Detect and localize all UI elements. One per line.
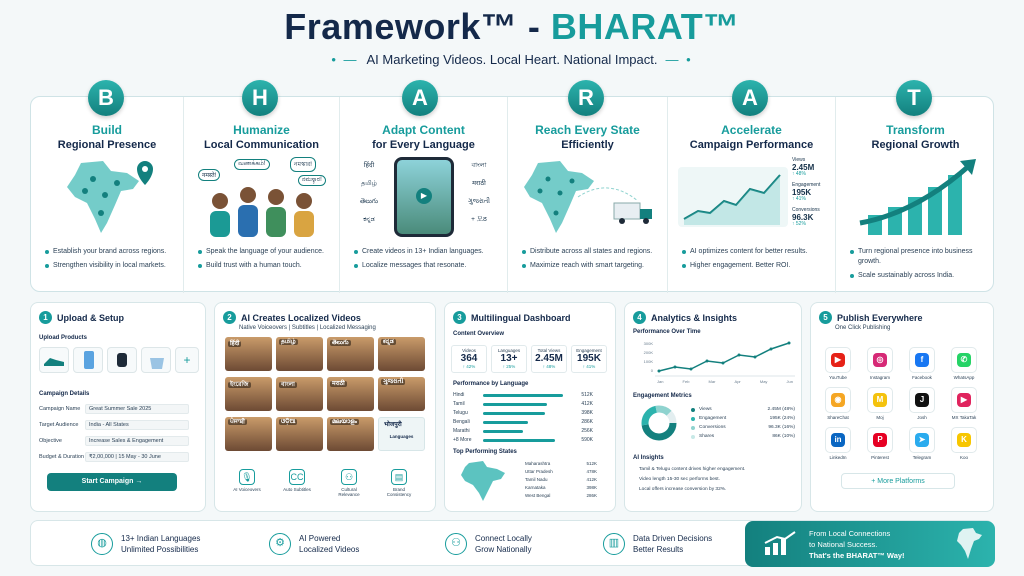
ai-insights-list: Tamil & Telugu content drives higher engagement. Video length 15-30 sec performs best. Local offers increase conversion by 32%.	[639, 467, 746, 492]
phone-screen	[394, 157, 454, 237]
language-bar	[483, 421, 528, 424]
letter-badge: B	[88, 80, 124, 116]
budget-duration-field[interactable]: ₹2,00,000 | 15 May - 30 June	[85, 452, 189, 462]
step-title: Analytics & Insights	[651, 312, 738, 323]
y-tick: 300K	[643, 341, 653, 346]
more-languages-label: Languages	[389, 434, 414, 439]
more-platforms-button[interactable]: + More Platforms	[841, 473, 955, 489]
legend-dot	[691, 426, 695, 430]
stage-title: Adapt Content	[382, 123, 465, 137]
y-tick: 100K	[643, 359, 653, 364]
language-chip: தமிழ்	[361, 180, 377, 187]
state-row: Uttar Pradesh 478K	[525, 469, 597, 474]
campaign-name-row: Campaign Name Great Summer Sale 2025	[39, 403, 189, 415]
metric-row: Engagement 195K (24%)	[691, 416, 795, 421]
growth-bars-arrow-illustration	[846, 157, 985, 237]
performance-chart-illustration	[678, 157, 825, 237]
stage-transform	[835, 97, 995, 293]
engagement-metrics-label: Engagement Metrics	[633, 393, 692, 399]
banner-item-ai: ⚙ AI Powered Localized Videos	[269, 531, 359, 557]
letter-badge: T	[896, 80, 932, 116]
language-video-thumb[interactable]: தமிழ்	[276, 337, 323, 371]
greeting-bubble: নমস্কার!	[290, 157, 316, 172]
language-bar	[483, 412, 545, 415]
campaign-details-label: Campaign Details	[39, 391, 90, 397]
legend-dot	[691, 417, 695, 421]
platform-moj[interactable]: M Moj	[863, 387, 897, 420]
mx-takatak-icon: ▶	[951, 387, 977, 413]
stage-subtitle: Local Communication	[204, 139, 319, 151]
language-chip: తెలుగు	[360, 198, 378, 205]
step-title: Publish Everywhere	[837, 312, 923, 323]
stage-bullets: Create videos in 13+ Indian languages. Localize messages that resonate.	[354, 247, 501, 275]
start-campaign-button[interactable]: Start Campaign →	[47, 473, 177, 491]
microphone-icon: 🎙	[239, 469, 255, 485]
language-row: Telugu 398K	[453, 410, 593, 416]
india-map-icon	[455, 459, 511, 505]
phone-video-languages-illustration	[350, 157, 497, 237]
x-tick: Feb	[682, 379, 690, 384]
globe-icon: ◍	[91, 533, 113, 555]
language-row: Marathi 256K	[453, 428, 593, 434]
state-row: Maharashtra 512K	[525, 461, 597, 466]
growth-chart-icon	[763, 531, 797, 557]
metric-row: Shares 86K (10%)	[691, 434, 795, 439]
stage-build	[31, 97, 183, 293]
feature-cultural: ⚇ Cultural Relevance	[331, 469, 367, 497]
platform-sharechat[interactable]: ◉ ShareChat	[821, 387, 855, 420]
subtitle-text: AI Marketing Videos. Local Heart. National Impact.	[366, 52, 658, 67]
framework-stages	[30, 96, 994, 292]
people-greeting-illustration	[194, 157, 329, 237]
stage-bullets: Turn regional presence into business growth. Scale sustainably across India.	[850, 247, 989, 285]
x-tick: Jun	[786, 379, 793, 384]
feature-brand: ▤ Brand Consistency	[381, 469, 417, 497]
language-video-thumb[interactable]: ଓଡ଼ିଆ	[276, 417, 323, 451]
bottom-banner	[30, 520, 994, 566]
kpi-views: Total Views 2.45M ↑ 48%	[531, 345, 567, 373]
greeting-bubble: ನಮಸ್ಕಾರ!	[298, 175, 326, 186]
instagram-icon: ◎	[867, 347, 893, 373]
feature-subtitles: CC Auto Subtitles	[279, 469, 315, 492]
stage-title: Accelerate	[721, 123, 782, 137]
ai-insights-label: AI Insights	[633, 455, 664, 461]
kpi-engagement: Engagement 195K ↑ 41%	[571, 345, 607, 373]
linkedin-icon: in	[825, 427, 851, 453]
step-number: 3	[453, 311, 466, 324]
youtube-icon: ▶	[825, 347, 851, 373]
language-video-thumb[interactable]: ಕನ್ನಡ	[378, 337, 425, 371]
metric-row: Conversions 96.3K (16%)	[691, 425, 795, 430]
step-subtitle: One Click Publishing	[835, 325, 891, 331]
step-title: Upload & Setup	[57, 312, 124, 323]
platform-koo[interactable]: K Koo	[947, 427, 981, 460]
legend-dot	[691, 408, 695, 412]
kpi-languages: Languages 13+ ↑ 25%	[491, 345, 527, 373]
stage-bullets: Establish your brand across regions. Strengthen visibility in local markets.	[45, 247, 177, 275]
stage-subtitle: Efficiently	[561, 139, 614, 151]
letter-badge: A	[732, 80, 768, 116]
y-tick: 0	[650, 368, 653, 373]
koo-icon: K	[951, 427, 977, 453]
platform-pinterest[interactable]: P Pinterest	[863, 427, 897, 460]
stage-adapt	[339, 97, 507, 293]
letter-badge: A	[402, 80, 438, 116]
platform-mx-takatak[interactable]: ▶ MX TakaTak	[947, 387, 981, 420]
x-tick: Jan	[657, 379, 664, 384]
workflow-steps	[30, 302, 994, 512]
map-delivery-truck-illustration	[518, 157, 657, 237]
x-tick: Mar	[708, 379, 716, 384]
target-audience-field[interactable]: India - All States	[85, 420, 189, 430]
upload-label: Upload Products	[39, 335, 88, 341]
target-audience-row: Target Audience India - All States	[39, 419, 189, 431]
stage-title: Build	[92, 123, 122, 137]
people-icon: ⚇	[341, 469, 357, 485]
title-accent: BHARAT™	[550, 6, 740, 47]
state-row: West Bengal 286K	[525, 493, 597, 498]
brand-icon: ▤	[391, 469, 407, 485]
objective-field[interactable]: Increase Sales & Engagement	[85, 436, 189, 446]
people-icon: ⚇	[445, 533, 467, 555]
performance-over-time-label: Performance Over Time	[633, 329, 701, 335]
metric-row: Views 2.45M (48%)	[691, 407, 795, 412]
platform-telegram[interactable]: ➤ Telegram	[905, 427, 939, 460]
greeting-bubble: வணக்கம்!	[234, 159, 270, 170]
x-tick: May	[759, 379, 768, 384]
objective-row: Objective Increase Sales & Engagement	[39, 435, 189, 447]
campaign-name-field[interactable]: Great Summer Sale 2025	[85, 404, 189, 414]
stage-bullets: Distribute across all states and regions. Maximize reach with smart targeting.	[522, 247, 661, 275]
stage-subtitle: Regional Growth	[871, 139, 960, 151]
step-upload-setup	[30, 302, 206, 512]
platform-whatsapp[interactable]: ✆ WhatsApp	[947, 347, 981, 380]
india-map-pins-illustration	[41, 157, 173, 237]
letter-badge: R	[568, 80, 604, 116]
language-chip: + 모ठ	[471, 216, 487, 223]
platform-linkedin[interactable]: in LinkedIn	[821, 427, 855, 460]
platform-facebook[interactable]: f Facebook	[905, 347, 939, 380]
platform-instagram[interactable]: ◎ Instagram	[863, 347, 897, 380]
banner-item-languages: ◍ 13+ Indian Languages Unlimited Possibilities	[91, 531, 200, 557]
overview-label: Content Overview	[453, 331, 505, 337]
engagement-donut-chart	[639, 403, 679, 443]
language-bar	[483, 439, 555, 442]
language-bar	[483, 394, 563, 397]
cc-icon: CC	[289, 469, 305, 485]
language-row: Hindi 512K	[453, 392, 593, 398]
step-number: 4	[633, 311, 646, 324]
letter-badge: H	[242, 80, 278, 116]
stage-title: Humanize	[233, 123, 290, 137]
stage-title: Reach Every State	[535, 123, 640, 137]
language-performance-label: Performance by Language	[453, 381, 529, 387]
josh-icon: J	[909, 387, 935, 413]
state-row: Karnataka 398K	[525, 485, 597, 490]
moj-icon: M	[867, 387, 893, 413]
step-publish	[810, 302, 994, 512]
language-video-thumb[interactable]: भोजपुरी Languages	[378, 417, 425, 451]
facebook-icon: f	[909, 347, 935, 373]
step-ai-videos	[214, 302, 436, 512]
language-video-thumb[interactable]: বাংলা	[276, 377, 323, 411]
whatsapp-icon: ✆	[951, 347, 977, 373]
step-analytics	[624, 302, 802, 512]
stage-bullets: AI optimizes content for better results. Higher engagement. Better ROI.	[682, 247, 829, 275]
step-subtitle: Native Voiceovers | Subtitles | Localized Messaging	[239, 325, 376, 331]
platform-youtube[interactable]: ▶ YouTube	[821, 347, 855, 380]
step-number: 1	[39, 311, 52, 324]
state-row: Tamil Nadu 412K	[525, 477, 597, 482]
language-video-thumb[interactable]: తెలుగు	[327, 337, 374, 371]
language-row: Bengali 286K	[453, 419, 593, 425]
stage-subtitle: for Every Language	[372, 139, 475, 151]
india-map-icon	[955, 527, 985, 561]
stage-subtitle: Regional Presence	[57, 139, 157, 151]
budget-duration-row: Budget & Duration ₹2,00,000 | 15 May - 30 June	[39, 451, 189, 463]
step-dashboard	[444, 302, 616, 512]
greeting-bubble: नमस्ते!	[198, 169, 220, 181]
banner-item-connect: ⚇ Connect Locally Grow Nationally	[445, 531, 532, 557]
add-product-button[interactable]: +	[175, 347, 199, 373]
stage-accelerate	[667, 97, 835, 293]
language-video-thumb[interactable]: ইংরেজি	[225, 377, 272, 411]
stat-cards: Views 2.45M ↑ 48% Engagement 195K ↑ 41% Conversions 96.3K ↑ 52%	[792, 157, 821, 227]
language-video-thumb[interactable]: मराठी	[327, 377, 374, 411]
feature-voiceover: 🎙 AI Voiceovers	[229, 469, 265, 492]
step-number: 5	[819, 311, 832, 324]
product-thumb-bag[interactable]	[141, 347, 171, 373]
performance-line-chart	[655, 341, 795, 377]
banner-item-data: ▥ Data Driven Decisions Better Results	[603, 531, 712, 557]
step-title: AI Creates Localized Videos	[241, 312, 361, 323]
language-row: Tamil 412K	[453, 401, 593, 407]
page-subtitle: • — AI Marketing Videos. Local Heart. National Impact. — •	[331, 52, 693, 67]
language-video-thumb[interactable]: ਪੰਜਾਬੀ	[225, 417, 272, 451]
product-thumb-phone[interactable]	[73, 347, 103, 373]
language-chip: ಕನ್ನಡ	[363, 216, 375, 223]
x-tick: Apr	[734, 379, 741, 384]
product-thumb-shoe[interactable]	[39, 347, 69, 373]
top-states-label: Top Performing States	[453, 449, 517, 455]
page-title	[0, 6, 1024, 48]
stage-humanize	[183, 97, 339, 293]
play-icon: ▶	[416, 188, 432, 204]
step-title: Multilingual Dashboard	[471, 312, 571, 323]
language-chip: मराठी	[472, 180, 486, 187]
language-bar	[483, 403, 547, 406]
step-number: 2	[223, 311, 236, 324]
platform-josh[interactable]: J Josh	[905, 387, 939, 420]
stage-reach	[507, 97, 667, 293]
kpi-videos: Videos 364 ↑ 42%	[451, 345, 487, 373]
ai-gear-icon: ⚙	[269, 533, 291, 555]
language-row: +8 More 590K	[453, 437, 593, 443]
pinterest-icon: P	[867, 427, 893, 453]
telegram-icon: ➤	[909, 427, 935, 453]
product-thumb-watch[interactable]	[107, 347, 137, 373]
stage-subtitle: Campaign Performance	[689, 139, 814, 151]
sharechat-icon: ◉	[825, 387, 851, 413]
language-chip: हिंदी	[363, 162, 375, 169]
chart-icon: ▥	[603, 533, 625, 555]
legend-dot	[691, 435, 695, 439]
stage-bullets: Speak the language of your audience. Build trust with a human touch.	[198, 247, 333, 275]
language-chip: বাংলা	[471, 162, 487, 169]
bharat-way-callout: From Local Connections to National Success. That's the BHARAT™ Way!	[745, 521, 995, 567]
title-main: Framework™ -	[284, 6, 551, 47]
framework-letters	[30, 80, 994, 116]
language-chip: ગુજરાતી	[467, 198, 490, 205]
language-video-thumb[interactable]: हिंदी	[225, 337, 272, 371]
language-video-thumb[interactable]: ગુજરાતી	[378, 377, 425, 411]
language-bar	[483, 430, 523, 433]
stage-title: Transform	[886, 123, 945, 137]
language-video-thumb[interactable]: മലയാളം	[327, 417, 374, 451]
y-tick: 200K	[643, 350, 653, 355]
